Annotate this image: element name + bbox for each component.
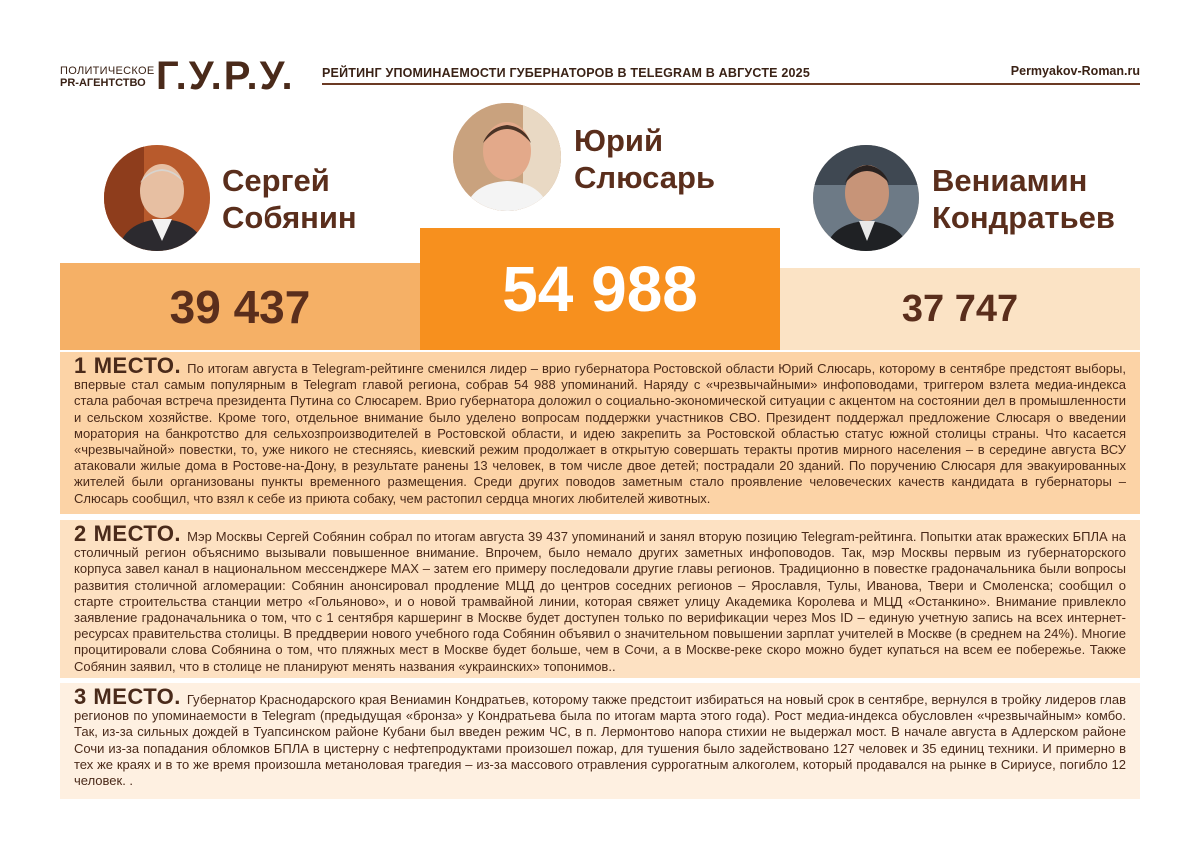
first-name: Юрий	[574, 123, 664, 158]
last-name: Кондратьев	[932, 200, 1115, 235]
section-first-place	[60, 352, 1140, 514]
site-link[interactable]: Permyakov-Roman.ru	[1010, 64, 1140, 78]
last-name: Слюсарь	[574, 160, 715, 195]
avatar-sobyanin	[104, 145, 210, 251]
header	[60, 56, 1140, 96]
agency-line1: ПОЛИТИЧЕСКОЕ	[60, 65, 155, 77]
score-bar-kondratyev: 37 747	[780, 268, 1140, 350]
section-heading: 3 МЕСТО.	[74, 684, 181, 709]
header-title-block	[322, 64, 1140, 82]
agency-line2: PR-АГЕНТСТВО	[60, 77, 146, 89]
candidate-name-slyusar	[574, 122, 715, 196]
section-heading: 2 МЕСТО.	[74, 521, 182, 546]
section-text: Губернатор Краснодарского края Вениамин Кондратьев, которому также предстоит избираться на новый срок в сентябре, вернулся в тройку лидеров глав регионов по упоминаемости в Telegram (предыдущая «бронза» у Кондратьева была по итогам марта этого года). Рост медиа-индекса обусловлен «чрезвычайным» комбо. Так, из-за сильных дождей в Туапсинском районе Кубани был введен режим ЧС, в п. Лермонтово напора стихии не выдержал мост. В начале августа в Адлерском районе Сочи из-за попадания обломков БПЛА в цистерну с нефтепродуктами произошел пожар, для тушения было задействовано 127 человек и 35 единиц техники. И примерно в тех же краях и в то же время произошла метаноловая трагедия – из-за массового отравления суррогатным алкоголем, который продавался на рынке в Сириусе, погибло 12 человек. .	[74, 692, 1126, 789]
candidate-name-kondratyev	[932, 162, 1115, 236]
section-heading: 1 МЕСТО.	[74, 353, 182, 378]
avatar-kondratyev	[813, 145, 919, 251]
agency-label	[60, 65, 154, 89]
first-name: Сергей	[222, 163, 330, 198]
guru-logo: Г.У.Р.У.	[156, 54, 295, 98]
header-divider	[322, 83, 1140, 85]
section-third-place	[60, 683, 1140, 799]
candidate-name-sobyanin	[222, 162, 357, 236]
first-name: Вениамин	[932, 163, 1088, 198]
score-bar-slyusar: 54 988	[420, 228, 780, 350]
page-title: РЕЙТИНГ УПОМИНАЕМОСТИ ГУБЕРНАТОРОВ В TELEGRAM В АВГУСТЕ 2025	[322, 66, 810, 80]
last-name: Собянин	[222, 200, 357, 235]
section-text: По итогам августа в Telegram-рейтинге сменился лидер – врио губернатора Ростовской области Юрий Слюсарь, которому в сентябре предстоят выборы, впервые стал самым популярным в Telegram главой региона, собрав 54 988 упоминаний. Наряду с «чрезвычайными» инфоповодами, триггером взлета медиа-индекса стала рабочая встреча президента Путина со Слюсарем. Врио губернатора доложил о социально-экономической ситуации с акцентом на состоянии дел в промышленности и сельском хозяйстве. Кроме того, отдельное внимание было уделено вопросам поддержки участников СВО. Президент поддержал предложение Слюсаря о введении моратория на банкротство для сельхозпроизводителей в Ростовской области, и идею закрепить за Ростовской областью статус южной столицы страны. Что касается «чрезвычайной» повестки, то, уже никого не стесняясь, киевский режим продолжает в открытую совершать теракты против мирного населения – в середине августа ВСУ атаковали жилые дома в Ростове-на-Дону, в результате ранены 13 человек, в том числе двое детей; пострадали 20 зданий. По поручению Слюсаря для эвакуированных жителей были организованы пункты временного размещения. Среди других поводов заметным стало проявление человеческих качеств кандидата в губернаторы – Слюсарь сообщил, что взял к себе из приюта собаку, чем растопил сердца многих любителей животных.	[74, 361, 1126, 506]
avatar-slyusar	[453, 103, 561, 211]
score-bar-sobyanin: 39 437	[60, 263, 420, 350]
section-second-place	[60, 520, 1140, 678]
section-text: Мэр Москвы Сергей Собянин собрал по итогам августа 39 437 упоминаний и занял вторую позицию Telegram-рейтинга. Попытки атак вражеских БПЛА на столичный регион объяснимо вызывали повышенное внимание. Впрочем, было немало других заметных инфоповодов. Так, мэр Москвы первым из губернаторского корпуса завел канал в национальном мессенджере MAX – затем его примеру последовали другие главы регионов. Традиционно в повестке градоначальника были вопросы развития столичной агломерации: Собянин анонсировал продление МЦД до центров соседних регионов – Ярославля, Тулы, Иванова, Твери и Смоленска; сообщил о старте строительства станции метро «Гольяново», и о новой трамвайной линии, которая свяжет улицу Академика Королева и МЦД «Останкино». Внимание привлекло заявление градоначальника о том, что с 1 сентября каршеринг в Москве будет доступен только по верификации через Mos ID – единую учетную запись на всех интернет-ресурсах правительства столицы. В преддверии нового учебного года Собянин объявил о значительном повышении зарплат учителей в Москве (в среднем на 24%). Многие процитировали слова Собянина о том, что пляжных мест в Москве будет больше, чем в Сочи, а в Москве-реке скоро можно будет купаться на всем ее побережье. Также Собянин заявил, что в столице не планируют менять названия «украинских» топонимов..	[74, 529, 1126, 674]
